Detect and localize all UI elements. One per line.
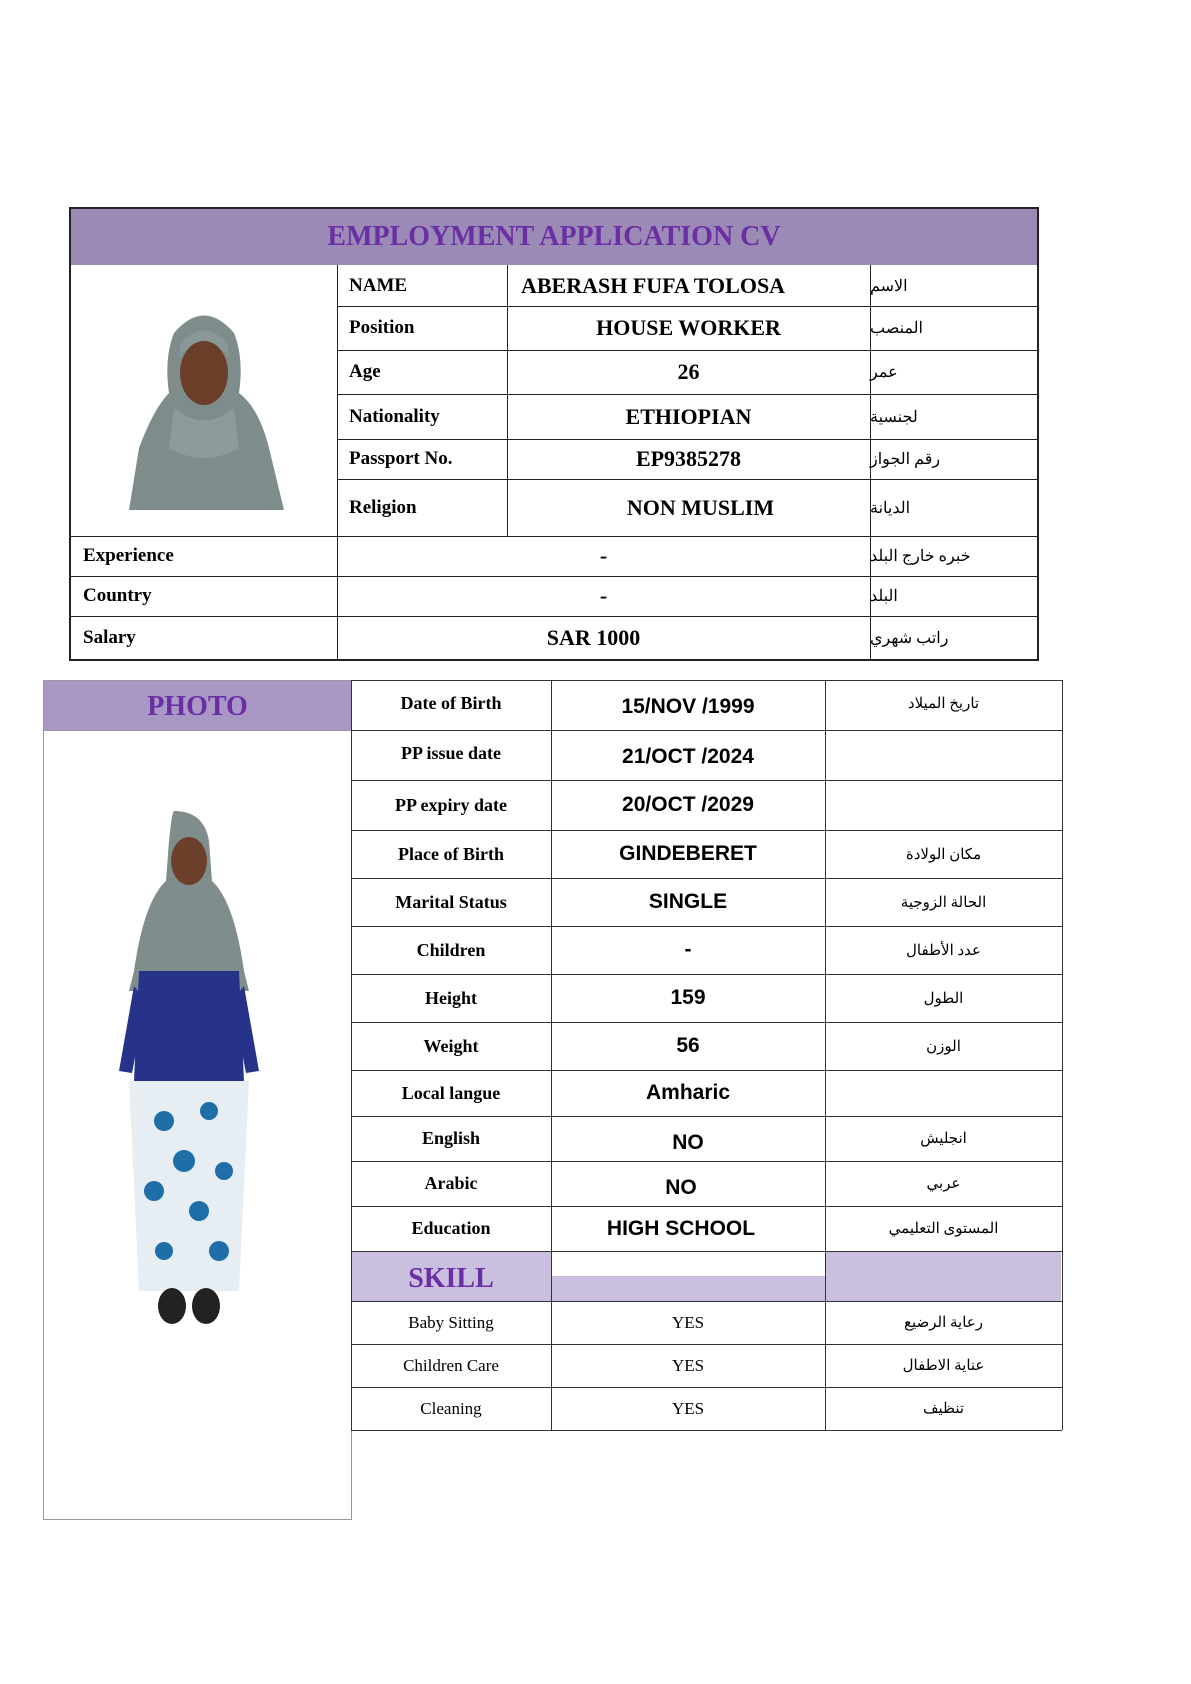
passport-label: Passport No. xyxy=(349,448,453,469)
salary-label: Salary xyxy=(83,626,136,648)
weight-label: Weight xyxy=(423,1035,479,1056)
skill-header: SKILL xyxy=(408,1262,494,1294)
place-of-birth-arabic: مكان الولادة xyxy=(905,846,982,863)
english-arabic: انجليش xyxy=(920,1131,967,1147)
skill-header-right-bg xyxy=(826,1252,1061,1301)
place-of-birth-value: GINDEBERET xyxy=(619,842,757,865)
skill-header-mid-bg xyxy=(552,1276,825,1301)
skill-cleaning-label: Cleaning xyxy=(420,1398,482,1418)
name-value: ABERASH FUFA TOLOSA xyxy=(521,272,786,298)
nationality-label: Nationality xyxy=(349,405,440,427)
country-value: - xyxy=(599,583,608,608)
height-arabic: الطول xyxy=(923,990,964,1007)
skill-children-care-value: YES xyxy=(671,1355,705,1375)
local-language-label: Local langue xyxy=(401,1082,501,1103)
pp-expiry-arabic xyxy=(825,780,1062,830)
position-value: HOUSE WORKER xyxy=(596,315,781,340)
religion-value: NON MUSLIM xyxy=(626,494,775,520)
arabic-label: Arabic xyxy=(424,1173,478,1193)
country-arabic: البلد xyxy=(870,588,898,605)
dob-arabic: تاريخ الميلاد xyxy=(907,695,980,712)
nationality-value: ETHIOPIAN xyxy=(625,403,752,429)
place-of-birth-label: Place of Birth xyxy=(398,843,504,864)
height-label: Height xyxy=(425,987,477,1008)
skill-baby-sitting-value: YES xyxy=(671,1312,705,1332)
passport-value: EP9385278 xyxy=(635,446,742,471)
children-value: - xyxy=(684,938,692,961)
cv-title: EMPLOYMENT APPLICATION CV xyxy=(71,209,1037,265)
pp-issue-value: 21/OCT /2024 xyxy=(622,745,754,768)
age-value: 26 xyxy=(677,359,700,384)
age-label: Age xyxy=(349,361,381,382)
education-label: Education xyxy=(411,1218,491,1238)
pp-expiry-value: 20/OCT /2029 xyxy=(622,793,754,816)
skill-baby-sitting-label: Baby Sitting xyxy=(408,1312,494,1332)
skill-children-care-arabic: عناية الاطفال xyxy=(902,1358,985,1374)
cv-summary-table xyxy=(69,207,1039,661)
religion-label: Religion xyxy=(349,496,417,518)
experience-arabic: خبره خارج البلد xyxy=(870,548,971,565)
passport-arabic: رقم الجواز xyxy=(870,451,941,468)
name-label: NAME xyxy=(349,274,408,296)
photo-header: PHOTO xyxy=(44,681,351,731)
english-label: English xyxy=(421,1128,481,1148)
age-arabic: عمر xyxy=(870,364,898,381)
marital-status-value: SINGLE xyxy=(648,890,728,913)
weight-arabic: الوزن xyxy=(926,1038,961,1055)
pp-issue-arabic xyxy=(825,730,1062,780)
education-value: HIGH SCHOOL xyxy=(606,1216,756,1240)
children-label: Children xyxy=(416,939,486,960)
english-value: NO xyxy=(672,1130,704,1154)
experience-label: Experience xyxy=(83,545,174,566)
skill-cleaning-value: YES xyxy=(671,1398,705,1418)
marital-status-label: Marital Status xyxy=(395,891,507,912)
name-arabic: الاسم xyxy=(870,277,908,295)
religion-arabic: الديانة xyxy=(870,499,911,517)
education-arabic: المستوى التعليمي xyxy=(888,1221,999,1237)
salary-arabic: راتب شهري xyxy=(870,629,949,647)
skill-children-care-label: Children Care xyxy=(403,1355,499,1375)
nationality-arabic: لجنسية xyxy=(870,408,918,426)
skill-baby-sitting-arabic: رعاية الرضيع xyxy=(904,1315,983,1331)
marital-status-arabic: الحالة الزوجية xyxy=(900,894,987,911)
dob-label: Date of Birth xyxy=(400,692,502,713)
salary-value: SAR 1000 xyxy=(546,624,641,650)
arabic-arabic: عربي xyxy=(926,1176,961,1192)
full-body-photo xyxy=(104,811,274,1326)
local-language-value: Amharic xyxy=(645,1081,731,1104)
portrait-photo xyxy=(119,298,289,510)
dob-value: 15/NOV /1999 xyxy=(621,695,755,718)
children-arabic: عدد الأطفال xyxy=(906,942,981,959)
pp-issue-label: PP issue date xyxy=(400,742,501,763)
skill-cleaning-arabic: تنظيف xyxy=(922,1401,965,1417)
photo-column xyxy=(43,680,352,1520)
local-language-arabic xyxy=(825,1070,1062,1116)
experience-value: - xyxy=(599,543,608,568)
pp-expiry-label: PP expiry date xyxy=(395,794,507,815)
details-table xyxy=(351,680,1062,1430)
arabic-value: NO xyxy=(665,1175,697,1199)
position-arabic: المنصب xyxy=(870,320,923,337)
position-label: Position xyxy=(349,317,415,338)
country-label: Country xyxy=(83,585,152,606)
height-value: 159 xyxy=(670,986,706,1009)
weight-value: 56 xyxy=(676,1034,700,1057)
